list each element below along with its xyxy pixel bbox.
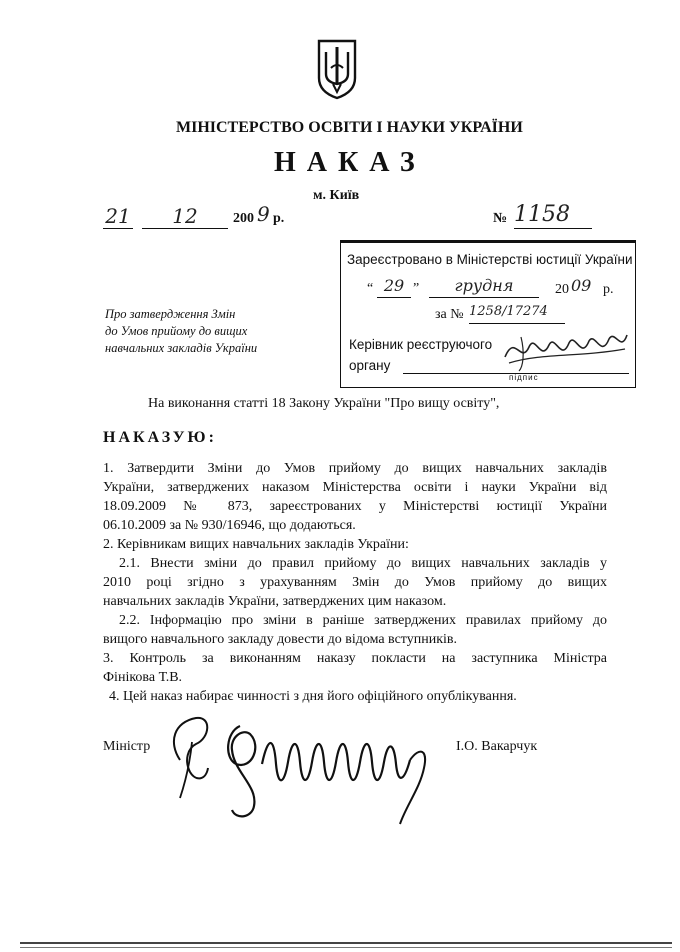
registration-number: 1258/17274 <box>469 301 565 324</box>
item-2-1-line: навчальних закладів України, затверджених цим наказом. <box>103 594 447 609</box>
registration-year-suffix: р. <box>603 282 614 297</box>
item-2: 2. Керівникам вищих навчальних закладів України: <box>103 537 409 552</box>
registration-signature-icon <box>501 323 631 375</box>
subject-line: до Умов прийому до вищих <box>105 324 248 338</box>
item-1-line: 06.10.2009 за № 930/16946, що додаються. <box>103 518 356 533</box>
coat-of-arms-icon <box>316 38 358 100</box>
item-2-2-line: вищого навчального закладу довести до відома вступників. <box>103 632 458 647</box>
subject-line: навчальних закладів України <box>105 341 258 355</box>
order-year-digit: 9 <box>257 202 270 226</box>
item-2-1-line: 2.1. Внести зміни до правил прийому до вищих навчальних закладів у <box>119 556 607 571</box>
item-2-2-line: 2.2. Інформацію про зміни в раніше затверджених правилах прийому до <box>119 613 607 628</box>
item-3-line: Фінікова Т.В. <box>103 670 183 685</box>
signatory-name: І.О. Вакарчук <box>456 739 538 754</box>
registration-head-label: Керівник реєструючого <box>349 337 493 352</box>
order-year-suffix: р. <box>273 211 285 226</box>
registration-number-label: за № <box>435 307 464 322</box>
minister-signature-icon <box>166 702 446 828</box>
item-3-line: 3. Контроль за виконанням наказу покласти на заступника Міністра <box>103 651 607 666</box>
registration-signature-caption: підпис <box>509 373 539 382</box>
preamble: На виконання статті 18 Закону України "Про вищу освіту", <box>148 396 500 411</box>
registration-month: грудня <box>429 275 539 298</box>
registration-day: 29 <box>377 275 411 298</box>
item-1-line: 18.09.2009 № 873, зареєстрованих у Міністерстві юстиції України <box>103 499 607 514</box>
item-1-line: України, затверджених наказом Міністерства освіти і науки України від <box>103 480 607 495</box>
item-1-line: 1. Затвердити Зміни до Умов прийому до вищих навчальних закладів <box>103 461 607 476</box>
item-4: 4. Цей наказ набирає чинності з дня його офіційного опублікування. <box>109 689 517 704</box>
order-month: 12 <box>142 204 228 229</box>
registration-year-digit: 09 <box>571 276 592 295</box>
signatory-title: Міністр <box>103 739 151 754</box>
item-2-1-line: 2010 році згідно з урахуванням Змін до Умов прийому до вищих <box>103 575 607 590</box>
order-subject <box>105 306 257 357</box>
order-day: 21 <box>103 204 133 229</box>
registration-title: Зареєстровано в Міністерстві юстиції України <box>347 252 633 267</box>
city: м. Київ <box>313 188 360 203</box>
registration-date-quote-open: “ <box>367 281 374 296</box>
registration-year-prefix: 20 <box>555 282 569 297</box>
order-year-prefix: 200 <box>233 211 254 226</box>
registration-date-quote-close: ” <box>413 281 420 296</box>
registration-body-label: органу <box>349 358 391 373</box>
order-body <box>103 459 607 706</box>
ministry-title: МІНІСТЕРСТВО ОСВІТИ І НАУКИ УКРАЇНИ <box>176 119 523 136</box>
order-number-label: № <box>493 211 508 226</box>
bottom-rule <box>20 942 672 944</box>
subject-line: Про затвердження Змін <box>105 307 236 321</box>
order-number: 1158 <box>514 202 592 229</box>
bottom-rule <box>20 947 672 948</box>
registration-stamp <box>340 240 636 388</box>
document-type-title: НАКАЗ <box>274 147 426 178</box>
order-word: НАКАЗУЮ: <box>103 429 217 446</box>
